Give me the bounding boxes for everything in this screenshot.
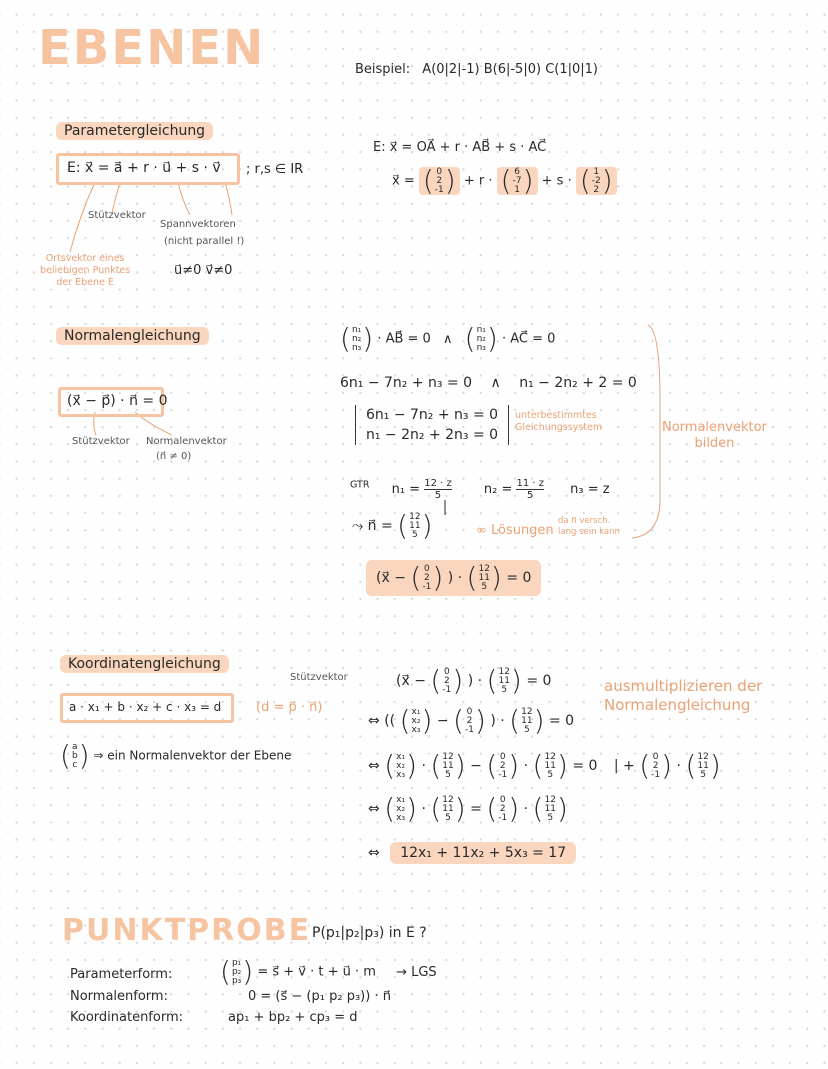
loesungen-note: ∞ Lösungen: [476, 523, 554, 538]
koord-step-1: ⇔ (( ( x₁ x₂ x₃ ) − ( 0 2 -1 ) ) · ( 12 11 5 ) = 0: [368, 704, 575, 737]
ex-x: x⃗ =: [392, 173, 415, 189]
n-vec-k2b: ( 12 11 5 ): [532, 749, 568, 782]
orts-line-2: beliebigen Punktes: [40, 265, 131, 276]
gtr-line: [350, 478, 610, 501]
form-normal-expr: 0 = (s⃗ − (p₁ p₂ p₃)) · n⃗: [248, 989, 391, 1004]
gtr-label: GTR: [350, 479, 370, 491]
p-vector-param: ( p₁ p₂ p₃ ): [220, 955, 254, 988]
sys-line-2: n₁ − 2n₂ + 2n₃ = 0: [366, 427, 499, 443]
koord-d-note: (d = p⃗ · n⃗): [256, 700, 323, 715]
eq1: 6n₁ − 7n₂ + n₃ = 0: [340, 375, 473, 391]
abc-vector: ( a b c ): [60, 739, 90, 772]
unter-line-1: unterbestimmtes: [515, 410, 597, 421]
n1-fraction: $\frac{12 \cdot z}{5}$: [424, 478, 452, 501]
normal-final: [366, 560, 541, 596]
param-spann-label: Spannvektoren: [160, 219, 236, 230]
param-box: [56, 153, 240, 185]
form-koord-label: Koordinatenform:: [70, 1010, 183, 1025]
punkt-sub: P(p₁|p₂|p₃) in E ?: [312, 925, 427, 941]
p-vec-k3: ( 0 2 -1 ): [486, 792, 520, 825]
n3-label: n₃ = z: [570, 482, 610, 497]
n-vec-k3b: ( 12 11 5 ): [532, 792, 568, 825]
lin-system: [355, 405, 509, 445]
koord-step-4: [368, 845, 576, 861]
nres-vector: ( 12 11 5 ): [397, 509, 433, 542]
vector-AC: ( 1 -2 2 ): [576, 167, 617, 195]
n-vec-k2a: ( 12 11 5 ): [430, 749, 466, 782]
final-p-vector: ( 0 2 -1 ): [410, 561, 444, 594]
normal-equation: (x⃗ − p⃗) · n⃗ = 0: [67, 393, 168, 409]
koord-box: [60, 693, 234, 723]
p-vec-k1: ( 0 2 -1 ): [453, 704, 486, 737]
form-param-expr: [220, 955, 437, 988]
orts-line-1: Ortsvektor eines: [45, 253, 125, 264]
abc-line: [60, 739, 292, 772]
nres-label: n⃗ =: [367, 518, 393, 534]
koord-step-3: ⇔ ( x₁ x₂ x₃ ) · ( 12 11 5 ) = ( 0 2 -1 ) · ( 12 11 5 ): [368, 792, 568, 825]
koord-heading: Koordinatengleichung: [60, 655, 229, 673]
param-heading: Parametergleichung: [56, 122, 213, 140]
param-domain: ; r,s ∈ IR: [246, 162, 304, 177]
ex-plus-s: + s ·: [541, 173, 572, 189]
vector-AB: ( 6 -7 1 ): [497, 167, 538, 195]
form-koord-expr: ap₁ + bp₂ + cp₃ = d: [228, 1010, 358, 1025]
final-n-vector: ( 12 11 5 ): [466, 561, 502, 594]
versch-note: [558, 516, 620, 538]
arrow-2: ⇔: [368, 758, 380, 774]
k2-eq: = 0: [572, 758, 598, 774]
param-expr-text: = s⃗ + v⃗ · t + u⃗ · m: [257, 964, 376, 980]
abc-text: ⇒ ein Normalenvektor der Ebene: [93, 748, 292, 763]
arrow-4: ⇔: [368, 845, 380, 861]
koord-equation: a · x₁ + b · x₂ + c · x₃ = d: [69, 700, 222, 714]
side-line-2: bilden: [694, 436, 735, 451]
aus-line-1: ausmultiplizieren der: [604, 677, 763, 695]
cond-ac: · AC⃗ = 0: [501, 331, 556, 347]
n-vec-k3a: ( 12 11 5 ): [430, 792, 466, 825]
n-vector: ( n₁ n₂ n₃ ): [340, 322, 374, 355]
arrow-3: ⇔: [368, 801, 380, 817]
p-vec-k2s: ( 0 2 -1 ): [639, 749, 673, 782]
normal-box: [58, 387, 168, 417]
normal-nv-note: (n⃗ ≠ 0): [156, 451, 192, 462]
param-nonzero: u⃗≠0 v⃗≠0: [174, 263, 233, 278]
normal-eq-line: [340, 375, 637, 391]
normal-conditions: [340, 322, 556, 355]
final-pre: (x⃗ −: [376, 570, 406, 586]
eq2: n₁ − 2n₂ + 2 = 0: [519, 375, 637, 391]
n-vec-k0: ( 12 11 5 ): [486, 664, 522, 697]
x-vec-k2: ( x₁ x₂ x₃ ): [384, 749, 417, 782]
param-expr-note: → LGS: [396, 964, 437, 980]
normal-heading: Normalengleichung: [56, 327, 209, 345]
versch-line-2: lang sein kann: [558, 527, 620, 537]
final-post: = 0: [506, 570, 532, 586]
aus-line-2: Normalengleichung: [604, 696, 751, 714]
n-vector-2: ( n₁ n₂ n₃ ): [464, 322, 498, 355]
example-points: A(0|2|-1) B(6|-5|0) C(1|0|1): [422, 62, 598, 77]
orts-line-3: der Ebene E: [56, 277, 114, 288]
page-title: EBENEN: [38, 20, 266, 76]
form-normal-label: Normalenform:: [70, 989, 168, 1004]
n-vec-k1: ( 12 11 5 ): [509, 704, 545, 737]
p-vec-k2: ( 0 2 -1 ): [486, 749, 520, 782]
param-ex-line2: [392, 164, 617, 197]
unter-line-2: Gleichungssystem: [515, 422, 603, 433]
x-vec-k1: ( x₁ x₂ x₃ ): [399, 704, 433, 737]
koord-step-0: (x⃗ − ( 0 2 -1 ) ) · ( 12 11 5 ) = 0: [396, 664, 552, 697]
nv-side-note: [662, 420, 767, 452]
cond-ab: · AB⃗ = 0: [377, 331, 431, 347]
punkt-heading: PUNKTPROBE: [62, 913, 312, 948]
param-orts-label: [40, 253, 130, 289]
n-vec-k2s: ( 12 11 5 ): [685, 749, 721, 782]
arrow-1: ⇔: [368, 713, 380, 729]
sys-line-1: 6n₁ − 7n₂ + n₃ = 0: [366, 407, 499, 423]
k1-eq: = 0: [548, 713, 575, 729]
ex-plus-r: + r ·: [463, 173, 493, 189]
x-vec-k3: ( x₁ x₂ x₃ ): [384, 792, 417, 825]
n1-label: n₁ =: [391, 482, 421, 497]
vector-A: ( 0 2 -1 ): [419, 167, 460, 195]
param-equation: E: x⃗ = a⃗ + r · u⃗ + s · v⃗: [67, 160, 221, 176]
koord-stuetz-label: Stützvektor: [290, 672, 348, 683]
form-param-label: Parameterform:: [70, 967, 173, 982]
normal-nv-label: Normalenvektor: [146, 436, 227, 447]
example-label: Beispiel:: [355, 62, 411, 77]
n2-fraction: $\frac{11 \cdot z}{5}$: [516, 478, 544, 501]
koord-step-2: ⇔ ( x₁ x₂ x₃ ) · ( 12 11 5 ) − ( 0 2 -1 ) · ( 12 11 5 ) = 0 | + ( 0 2 -1 ) · ( 12 11 5 ): [368, 749, 721, 782]
k0-eq: = 0: [526, 673, 552, 689]
side-line-1: Normalenvektor: [662, 420, 767, 435]
normal-stuetz-label: Stützvektor: [72, 436, 130, 447]
cond-and: ∧: [442, 331, 453, 347]
koord-final: 12x₁ + 11x₂ + 5x₃ = 17: [390, 842, 576, 864]
eq-and: ∧: [490, 375, 501, 391]
aus-note: [604, 677, 762, 715]
k3-eq: =: [470, 801, 482, 817]
k2-side: | +: [613, 758, 640, 774]
param-stuetz-label: Stützvektor: [88, 210, 146, 221]
nres-line: ⤳ n⃗ = ( 12 11 5 ): [352, 509, 433, 542]
final-mid: ) ·: [447, 570, 463, 586]
n2-label: n₂ =: [483, 482, 513, 497]
param-ex-line1: E: x⃗ = OA⃗ + r · AB⃗ + s · AC⃗: [373, 140, 547, 155]
p-vec-k0: ( 0 2 -1 ): [430, 664, 464, 697]
versch-line-1: da n⃗ versch.: [558, 516, 611, 526]
param-spann-note: (nicht parallel !): [164, 236, 245, 247]
example-line: [355, 62, 598, 77]
unter-note: [515, 410, 602, 434]
